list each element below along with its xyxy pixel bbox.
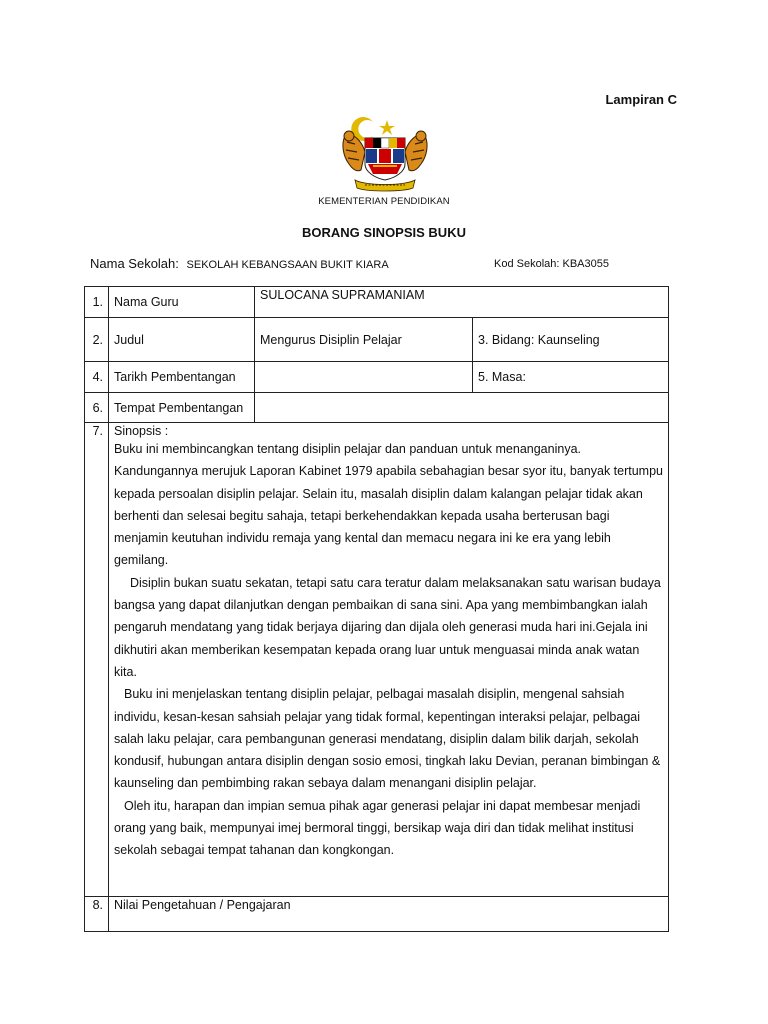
form-row-teacher-name — [85, 287, 669, 318]
field-time[interactable]: 5. Masa: — [473, 362, 669, 393]
ministry-name: KEMENTERIAN PENDIDIKAN — [318, 196, 450, 207]
field-label-teacher-name: Nama Guru — [109, 287, 255, 318]
malaysia-coat-of-arms-icon — [335, 114, 435, 192]
form-title: BORANG SINOPSIS BUKU — [302, 225, 466, 240]
form-row-presentation-place — [85, 393, 669, 423]
field-label-presentation-place: Tempat Pembentangan — [109, 393, 255, 423]
school-name-value: SEKOLAH KEBANGSAAN BUKIT KIARA — [186, 259, 389, 271]
form-row-presentation-date — [85, 362, 669, 393]
school-name-label: Nama Sekolah: — [90, 256, 179, 271]
field-value-presentation-place[interactable] — [255, 393, 669, 423]
synopsis-paragraph: Oleh itu, harapan dan impian semua pihak agar generasi pelajar ini dapat membesar menjadi orang yang baik, mempunyai imej bermoral tinggi, bersikap waja diri dan tidak melihat institusi sekolah sebagai tempat tahanan dan kongkongan. — [114, 798, 641, 858]
field-label-knowledge-value[interactable]: Nilai Pengetahuan / Pengajaran — [109, 897, 669, 932]
row-number: 7. — [85, 423, 109, 897]
row-number: 2. — [85, 318, 109, 362]
synopsis-paragraph: Disiplin bukan suatu sekatan, tetapi satu cara teratur dalam melaksanakan satu warisan budaya bangsa yang dapat dilanjutkan dengan pembaikan di sana sini. Apa yang membimbangkan ialah pengaruh mendatang yang tidak berjaya dijaring dan dijala oleh generasi muda hari ini.Gejala ini dikhutiri akan memberikan kesempatan kepada orang luar untuk menguasai minda anak watan kita. — [114, 575, 661, 679]
field-value-title[interactable]: Mengurus Disiplin Pelajar — [255, 318, 473, 362]
row-number: 8. — [85, 897, 109, 932]
field-label-presentation-date: Tarikh Pembentangan — [109, 362, 255, 393]
field-value-teacher-name[interactable]: SULOCANA SUPRAMANIAM — [255, 287, 669, 318]
school-code-row — [494, 258, 609, 270]
synopsis-paragraph: Buku ini membincangkan tentang disiplin pelajar dan panduan untuk menanganinya. Kandungannya merujuk Laporan Kabinet 1979 apabila sebahagian besar syor itu, banyak tertumpu kepada persoalan disiplin pelajar. Selain itu, masalah disiplin dalam kalangan pelajar tidak akan berhenti dan selesai begitu sahaja, tetapi berkehendakkan kepada usaha berterusan bagi menjamin keutuhan individu remaja yang kental dan memacu negara ini ke era yang lebih gemilang. — [114, 442, 663, 568]
synopsis-cell[interactable] — [109, 423, 669, 897]
field-label-title: Judul — [109, 318, 255, 362]
form-row-synopsis — [85, 423, 669, 897]
synopsis-form-table — [84, 286, 669, 932]
synopsis-paragraph: Buku ini menjelaskan tentang disiplin pelajar, pelbagai masalah disiplin, mengenal sahsiah individu, kesan-kesan sahsiah pelajar yang tidak formal, kepentingan interaksi pelajar, pelbagai salah laku pelajar, cara pembangunan generasi mendatang, disiplin dalam bilik darjah, sekolah kondusif, hubungan antara disiplin dengan sosio emosi, tingkah laku Devian, peranan bimbingan & kaunseling dan pembimbing rakan sebaya dalam menangani disiplin pelajar. — [114, 687, 661, 791]
form-row-knowledge-value — [85, 897, 669, 932]
synopsis-text — [114, 424, 663, 862]
row-number: 1. — [85, 287, 109, 318]
appendix-label: Lampiran C — [605, 92, 677, 107]
school-code-value: KBA3055 — [562, 258, 609, 270]
form-row-title — [85, 318, 669, 362]
row-number: 6. — [85, 393, 109, 423]
school-name-row — [90, 256, 389, 271]
row-number: 4. — [85, 362, 109, 393]
field-field-area[interactable]: 3. Bidang: Kaunseling — [473, 318, 669, 362]
synopsis-label: Sinopsis : — [114, 424, 169, 438]
field-value-presentation-date[interactable] — [255, 362, 473, 393]
school-code-label: Kod Sekolah: — [494, 258, 560, 270]
